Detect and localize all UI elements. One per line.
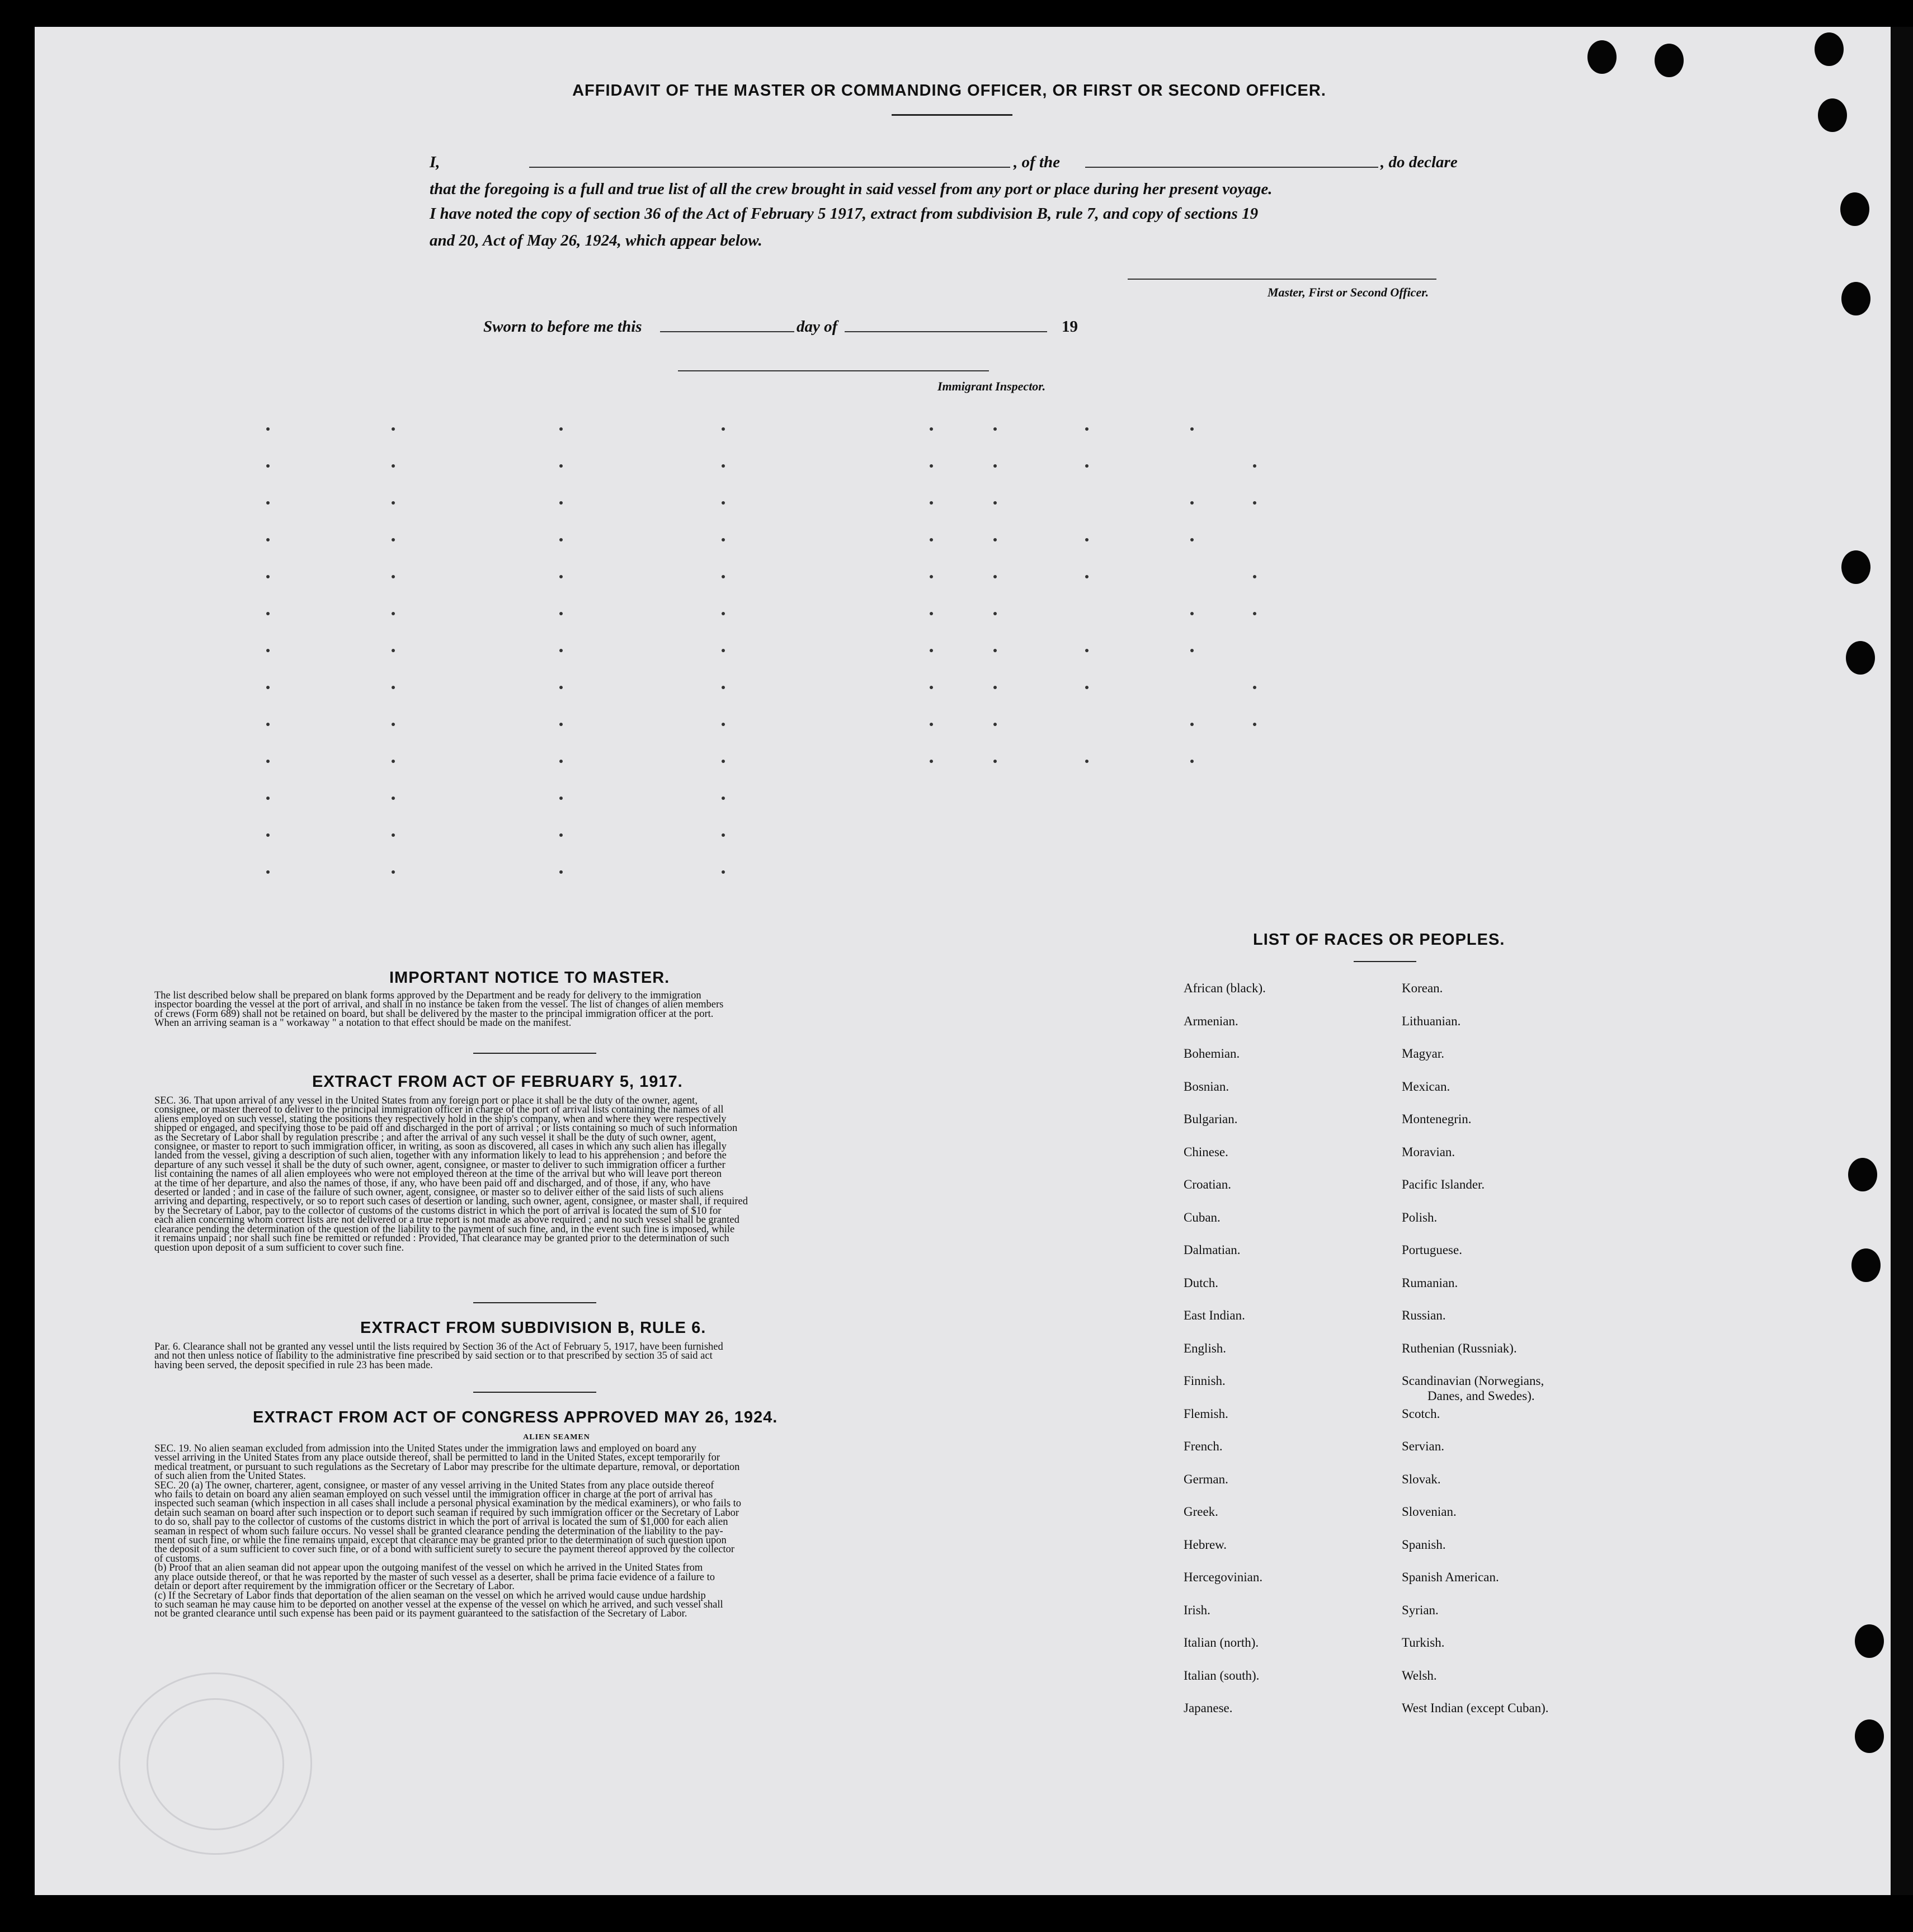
race-item: Turkish. [1402,1636,1445,1650]
affidavit-line-4: and 20, Act of May 26, 1924, which appear below. [430,232,762,249]
inspector-signature-line[interactable] [678,370,989,371]
notice-line: of crews (Form 689) shall not be retained on board, but shall be delivered by the master to the principal immigration officer at the port. [154,1008,714,1020]
faded-mark [722,723,725,726]
signature-caption: Master, First or Second Officer. [1268,285,1429,299]
affidavit-line-1 [430,153,440,172]
extract-1917-line: by the Secretary of Labor, pay to the collector of customs of the customs district in which the port of arrival is located the sum of $10 for [154,1205,722,1217]
extract-1924-line: to such seaman he may cause him to be deported on another vessel at the expense of the vessel on which he arrived, and such vessel shall [154,1599,723,1610]
binder-hole [1851,1248,1881,1282]
race-item: Pacific Islander. [1402,1177,1485,1191]
extract-1917-line: shipped or engaged, and specifying those to be paid off and discharged in the port of arrival ; or lists containing so much of such information [154,1123,738,1134]
faded-mark [993,649,997,652]
race-item: Bosnian. [1184,1079,1229,1094]
binder-hole [1587,40,1617,74]
affidavit-line-2: that the foregoing is a full and true list of all the crew brought in said vessel from any port or place during her present voyage. [430,180,1273,198]
race-item: Rumanian. [1402,1275,1458,1290]
affidavit-line-3: I have noted the copy of section 36 of the Act of February 5 1917, extract from subdivision B, rule 7, and copy of sections 19 [430,205,1259,223]
faded-mark [266,686,270,689]
notice-text [154,991,949,1028]
race-item: Scandinavian (Norwegians, [1402,1374,1544,1388]
race-item: African (black). [1184,981,1266,995]
race-item: Italian (north). [1184,1636,1259,1650]
notice-title: IMPORTANT NOTICE TO MASTER. [389,969,670,987]
sworn-day-blank[interactable] [660,331,794,332]
faded-mark [1253,501,1256,505]
races-underline [1354,961,1416,962]
faded-mark [722,760,725,763]
race-item: East Indian. [1184,1308,1245,1322]
extract-1924-line: (c) If the Secretary of Labor finds that deportation of the alien seaman on the vessel on which he arrived would cause undue hardship [154,1590,706,1601]
faded-mark [993,723,997,726]
master-name-blank[interactable] [529,167,1010,168]
faded-mark [993,612,997,615]
extract-1924-line: not be granted clearance until such expense has been paid or its payment guaranteed to the satisfaction of the Secretary of Labor. [154,1608,687,1620]
title-underline [892,114,1012,116]
divider [473,1392,596,1393]
extract-1917-line: arriving and departing, respectively, or so to report such cases of desertion or landing, such owner, agent, consignee, or master shall, if required [154,1196,748,1208]
extract-1924-line: who fails to detain on board any alien seaman employed on such vessel until the immigration officer in charge at the port of arrival has [154,1489,713,1501]
extract-1917-line: consignee, or master thereof to deliver to the principal immigration officer in charge of the port of arrival lists containing the names of all [154,1104,724,1116]
extract-1924-line: of such alien from the United States. [154,1471,306,1482]
binder-hole [1848,1158,1877,1191]
faded-mark [1085,427,1089,431]
race-item: Dutch. [1184,1275,1218,1290]
binder-hole [1841,282,1870,315]
divider [473,1053,596,1054]
race-item: Greek. [1184,1505,1218,1519]
race-item: Croatian. [1184,1177,1231,1191]
faded-mark [1190,649,1194,652]
race-item: Syrian. [1402,1603,1439,1617]
extract-1917-line: deserted or landed ; and in case of the failure of such owner, agent, consignee, or master so to deliver either of the said lists of such aliens [154,1187,724,1199]
race-item: West Indian (except Cuban). [1402,1701,1549,1715]
rule6-title: EXTRACT FROM SUBDIVISION B, RULE 6. [360,1319,706,1337]
notice-line: The list described below shall be prepared on blank forms approved by the Department and be ready for delivery to the immigration [154,990,701,1001]
binder-hole [1815,32,1844,66]
extract-1924-text [154,1444,949,1619]
faded-mark [1190,427,1194,431]
extract-1917-line: as the Secretary of Labor shall by regulation prescribe ; and after the arrival of any such vessel it shall be the duty of such owner, agent, [154,1132,717,1143]
faded-mark [559,612,563,615]
signature-line[interactable] [1128,279,1436,280]
faded-mark [993,464,997,468]
faded-mark [392,649,395,652]
race-item: Flemish. [1184,1406,1228,1421]
faded-mark [930,464,933,468]
extract-1917-line: question upon deposit of a sum sufficient to cover such fine. [154,1242,404,1254]
faded-mark [392,760,395,763]
faded-mark [392,427,395,431]
race-item: Montenegrin. [1402,1112,1472,1126]
faded-mark [559,870,563,874]
faded-mark [1085,760,1089,763]
faded-mark [266,649,270,652]
extract-1917-line: departure of any such vessel it shall be the duty of such owner, agent, consignee, or master to deliver to such immigration officer a further [154,1159,725,1171]
extract-1924-line: detain or deport after requirement by the immigration officer or the Secretary of Labor. [154,1581,515,1592]
faded-mark [722,501,725,505]
faded-mark [1085,686,1089,689]
race-item: Slovenian. [1402,1505,1457,1519]
extract-1917-title: EXTRACT FROM ACT OF FEBRUARY 5, 1917. [312,1073,683,1091]
faded-mark [559,464,563,468]
inspector-caption: Immigrant Inspector. [937,379,1046,393]
extract-1924-line: SEC. 19. No alien seaman excluded from admission into the United States under the immigration laws and employed on board any [154,1443,696,1454]
binder-hole [1655,44,1684,77]
faded-mark [392,612,395,615]
page-edge [1891,27,1913,1895]
sworn-month-blank[interactable] [845,331,1047,332]
faded-mark [1253,723,1256,726]
race-item: Lithuanian. [1402,1014,1461,1028]
extract-1924-line: any place outside thereof, or that he was reported by the master of such vessel as a deserter, shall be prima facie evidence of a failure to [154,1571,715,1583]
faded-mark [559,501,563,505]
faded-mark [266,870,270,874]
faded-mark [1253,464,1256,468]
extract-1924-line: detain such seaman on board after such inspection or to deport such seaman if required by such immigration officer or the Secretary of Labor [154,1507,739,1519]
faded-mark [722,538,725,541]
extract-1924-line: medical treatment, or pursuant to such regulations as the Secretary of Labor may prescribe for the ultimate departure, removal, or deportation [154,1461,740,1473]
faded-mark [266,427,270,431]
race-item: Dalmatian. [1184,1243,1241,1257]
extract-1924-title: EXTRACT FROM ACT OF CONGRESS APPROVED MAY 26, 1924. [253,1408,778,1426]
binder-hole [1840,192,1869,226]
faded-mark [392,723,395,726]
race-item: Welsh. [1402,1668,1437,1683]
affidavit-title: AFFIDAVIT OF THE MASTER OR COMMANDING OFFICER, OR FIRST OR SECOND OFFICER. [572,82,1326,100]
affidavit-i: I, [430,153,440,171]
faded-mark [266,723,270,726]
race-item: Irish. [1184,1603,1210,1617]
extract-1917-text [154,1096,949,1252]
faded-mark [1190,501,1194,505]
sworn-text: Sworn to before me this [483,318,642,336]
faded-mark [930,723,933,726]
race-item: German. [1184,1472,1228,1486]
race-item: Cuban. [1184,1210,1221,1224]
faded-mark [930,575,933,578]
faded-mark [722,464,725,468]
binder-hole [1818,98,1847,132]
race-item: Servian. [1402,1439,1445,1453]
race-item: Bulgarian. [1184,1112,1238,1126]
faded-mark [722,612,725,615]
race-item: Scotch. [1402,1406,1440,1421]
extract-1924-line: to do so, shall pay to the collector of customs of the customs district in which the port of arrival is located the sum of $1,000 for each alien [154,1516,728,1528]
affidavit-do-declare: , do declare [1380,153,1458,171]
faded-mark [559,427,563,431]
extract-1924-line: SEC. 20 (a) The owner, charterer, agent, consignee, or master of any vessel arriving in the United States from any place outside thereof [154,1479,714,1491]
faded-mark [559,686,563,689]
faded-mark [266,538,270,541]
extract-1917-line: landed from the vessel, giving a description of such alien, together with any information likely to lead to his apprehension ; and before the [154,1150,727,1162]
rule6-line: Par. 6. Clearance shall not be granted any vessel until the lists required by Section 36 of the Act of February 5, 1917, have been furnished [154,1341,723,1353]
faded-mark [930,538,933,541]
extract-1917-line: clearance pending the determination of the question of the liability to the payment of such fine, and, in the event such fine is imposed, while [154,1223,735,1235]
races-title: LIST OF RACES OR PEOPLES. [1253,931,1505,949]
faded-mark [1253,686,1256,689]
faded-mark [392,797,395,800]
faded-mark [392,870,395,874]
faded-mark [1085,464,1089,468]
faded-mark [722,649,725,652]
faded-mark [266,612,270,615]
faded-mark [993,686,997,689]
extract-1917-line: each alien concerning whom correct lists are not delivered or a true report is not made as above required ; and no such vessel shall be granted [154,1214,739,1226]
binder-hole [1855,1624,1884,1658]
faded-mark [559,797,563,800]
faded-mark [559,575,563,578]
faded-mark [993,501,997,505]
extract-1917-line: at the time of her departure, and also the names of those, if any, who have been paid off and discharged, and of those, if any, who have [154,1177,711,1189]
extract-1917-line: consignee, or master to report to such immigration officer, in writing, as soon as discovered, all cases in which any such alien has illegally [154,1141,727,1153]
faded-mark [559,723,563,726]
faded-mark [266,464,270,468]
binder-hole [1855,1719,1884,1753]
extract-1924-line: inspected such seaman (which inspection in all cases shall include a personal physical examination by the medical examiners), or who fails to [154,1498,742,1510]
race-item: Spanish. [1402,1537,1446,1552]
race-item: Portuguese. [1402,1243,1462,1257]
binder-hole [1841,550,1870,584]
faded-mark [392,538,395,541]
extract-1924-line: of customs. [154,1553,202,1565]
faded-mark [993,575,997,578]
faded-mark [1085,649,1089,652]
faded-mark [930,686,933,689]
extract-1924-line: ment of such fine, or while the fine remains unpaid, except that clearance may be granted prior to the determination of such question upon [154,1535,727,1547]
binder-hole [1846,641,1875,675]
sworn-year: 19 [1062,318,1078,336]
notice-line: inspector boarding the vessel at the port of arrival, and shall in no instance be taken from the vessel. The list of changes of alien members [154,999,724,1011]
alien-seamen-subtitle: ALIEN SEAMEN [523,1433,590,1441]
faded-mark [1085,575,1089,578]
extract-1924-line: seaman in respect of whom such failure occurs. No vessel shall be granted clearance pending the determination of the liability to the pay- [154,1525,723,1537]
vessel-name-blank[interactable] [1085,167,1378,168]
faded-mark [722,427,725,431]
faded-mark [930,649,933,652]
faded-mark [266,575,270,578]
rule6-text [154,1342,949,1370]
faded-mark [930,612,933,615]
faded-mark [1253,612,1256,615]
faded-mark [392,833,395,837]
embossed-seal-inner [147,1698,284,1830]
faded-mark [392,575,395,578]
race-item: Armenian. [1184,1014,1238,1028]
race-item: Hebrew. [1184,1537,1227,1552]
extract-1917-line: aliens employed on such vessel, stating the positions they respectively hold in the ship's company, when and where they were respectively [154,1113,727,1125]
notice-line: When an arriving seaman is a " workaway " a notation to that effect should be made on the manifest. [154,1017,572,1029]
race-item: Polish. [1402,1210,1438,1224]
faded-mark [1190,723,1194,726]
race-item: Italian (south). [1184,1668,1260,1683]
race-item: Korean. [1402,981,1443,995]
extract-1924-line: (b) Proof that an alien seaman did not appear upon the outgoing manifest of the vessel on which he arrived in the United States from [154,1562,703,1574]
extract-1917-line: SEC. 36. That upon arrival of any vessel in the United States from any foreign port or place it shall be the duty of the owner, agent, [154,1095,698,1106]
faded-mark [559,833,563,837]
faded-mark [266,833,270,837]
race-item: French. [1184,1439,1223,1453]
rule6-line: and not then unless notice of liability to the administrative fine prescribed by said section or to that prescribed by section 35 of said act [154,1350,713,1362]
race-item: Japanese. [1184,1701,1233,1715]
faded-mark [392,464,395,468]
faded-mark [722,870,725,874]
race-item: English. [1184,1341,1227,1355]
faded-mark [559,538,563,541]
extract-1917-line: list containing the names of all alien employees who were not employed thereon at the time of the arrival but who will leave port thereon [154,1168,722,1180]
faded-mark [722,833,725,837]
affidavit-of-the: , of the [1014,153,1060,171]
faded-mark [266,501,270,505]
extract-1924-line: the deposit of a sum sufficient to cover such fine, or of a bond with sufficient surety to secure the payment thereof approved by the collector [154,1544,735,1556]
race-item: Finnish. [1184,1374,1226,1388]
rule6-line: having been served, the deposit specified in rule 23 has been made. [154,1359,433,1371]
faded-mark [266,760,270,763]
extract-1917-line: it remains unpaid ; nor shall such fine be remitted or refunded : Provided, That clearance may be granted prior to the determination of such [154,1233,729,1245]
faded-mark [1190,760,1194,763]
faded-mark [559,649,563,652]
faded-mark [930,427,933,431]
faded-mark [930,501,933,505]
faded-mark [993,427,997,431]
divider [473,1302,596,1303]
race-item: Spanish American. [1402,1570,1499,1584]
extract-1924-line: vessel arriving in the United States from any place outside thereof, shall be permitted to land in the United States, except temporarily for [154,1452,720,1464]
faded-mark [392,501,395,505]
sworn-day-of: day of [797,318,838,336]
faded-mark [392,686,395,689]
race-item: Russian. [1402,1308,1446,1322]
faded-mark [722,575,725,578]
race-item: Mexican. [1402,1079,1450,1094]
race-continuation: Danes, and Swedes). [1427,1389,1535,1403]
race-item: Slovak. [1402,1472,1441,1486]
race-item: Ruthenian (Russniak). [1402,1341,1517,1355]
race-item: Magyar. [1402,1047,1445,1061]
faded-mark [266,797,270,800]
faded-mark [722,686,725,689]
faded-mark [1085,538,1089,541]
race-item: Chinese. [1184,1144,1228,1159]
faded-mark [1253,575,1256,578]
faded-mark [722,797,725,800]
faded-mark [559,760,563,763]
race-item: Moravian. [1402,1144,1455,1159]
race-item: Bohemian. [1184,1047,1240,1061]
faded-mark [993,538,997,541]
faded-mark [1190,612,1194,615]
faded-mark [930,760,933,763]
race-item: Hercegovinian. [1184,1570,1263,1584]
faded-mark [993,760,997,763]
faded-mark [1190,538,1194,541]
